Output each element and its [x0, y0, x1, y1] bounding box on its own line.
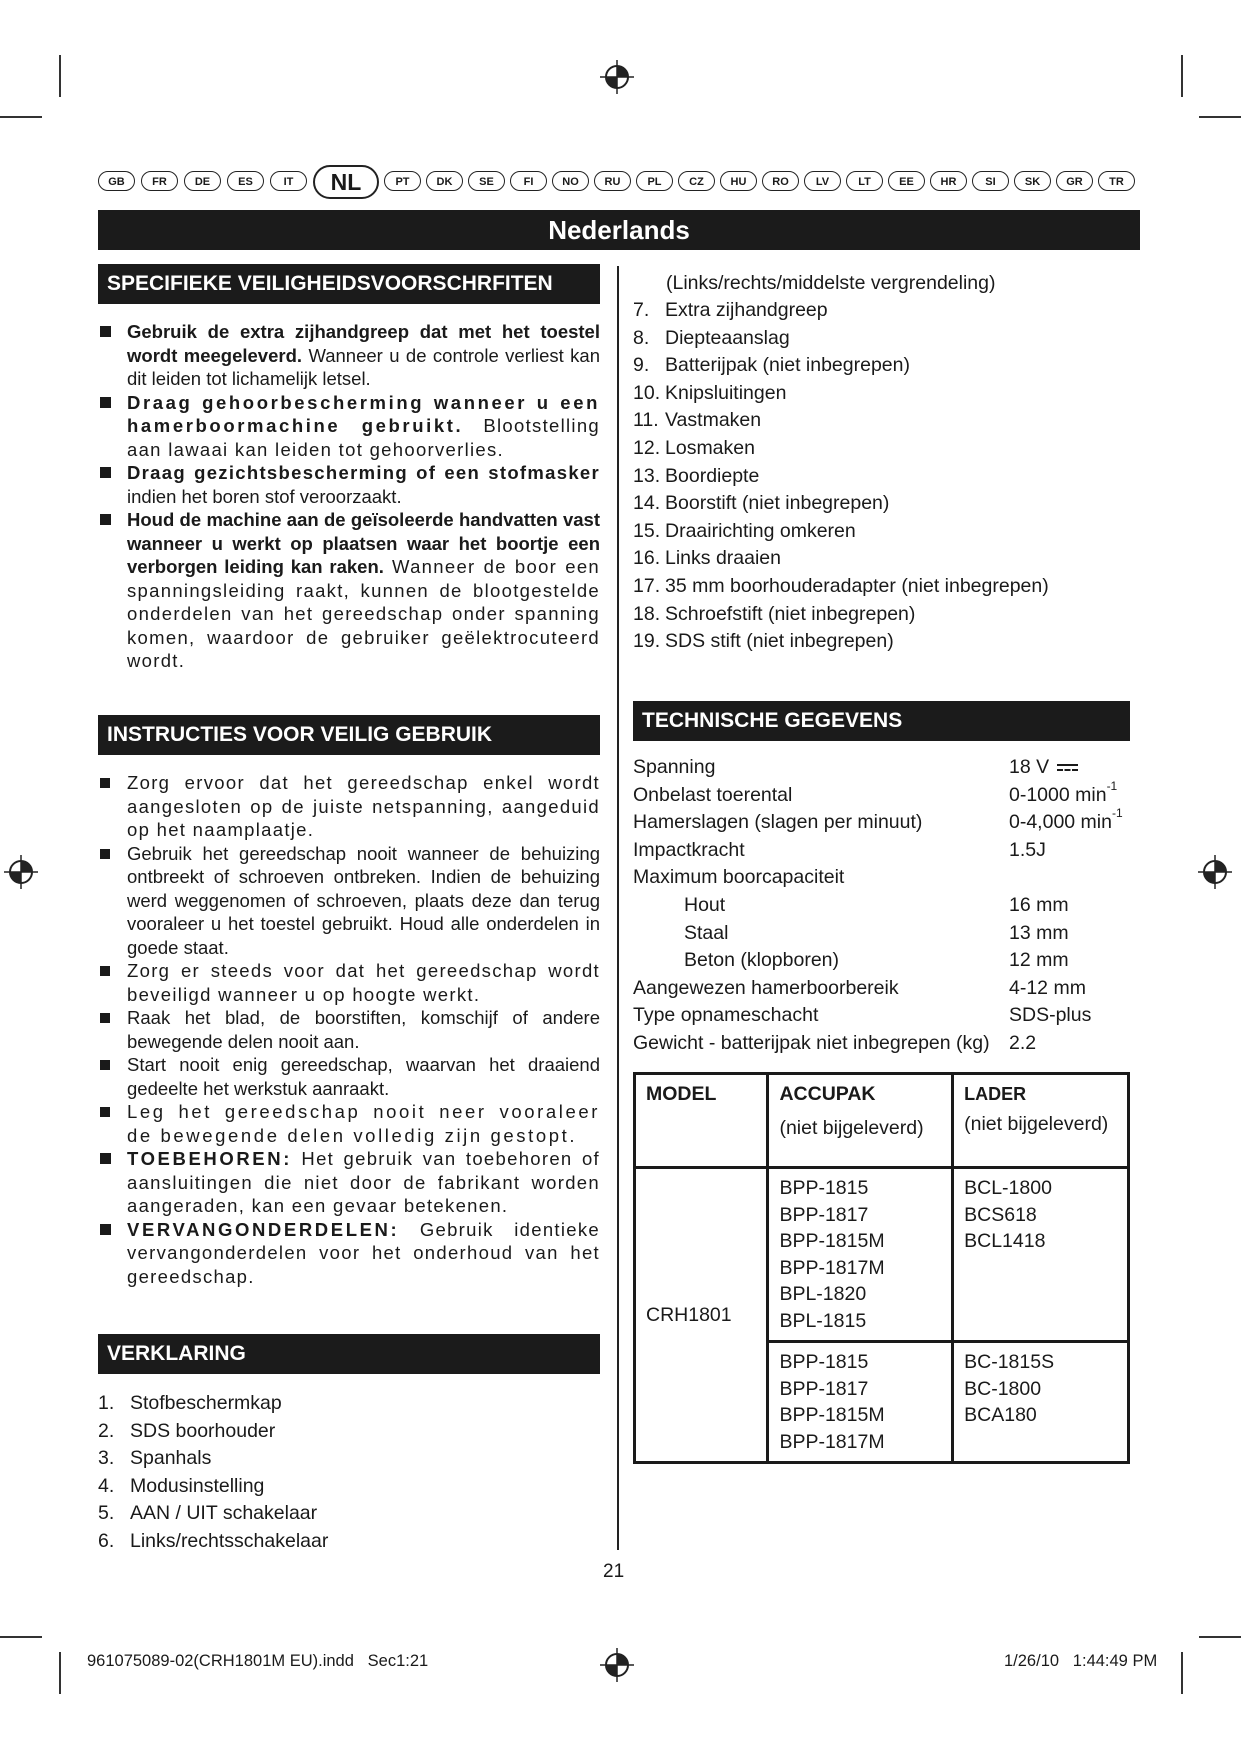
- safety-list: [98, 320, 600, 673]
- list-item: 15. Draairichting omkeren: [633, 519, 856, 542]
- chargers-cell: BC-1815S BC-1800 BCA180: [953, 1342, 1129, 1463]
- spec-row: Impactkracht 1.5J: [633, 838, 1046, 861]
- language-title: Nederlands: [98, 210, 1140, 250]
- lang-nl[interactable]: NL: [313, 165, 379, 199]
- list-item: 12. Losmaken: [633, 436, 755, 459]
- crop-mark-top-left-v: [59, 55, 61, 97]
- bullet-square-icon: [100, 1013, 110, 1023]
- lang-hu[interactable]: HU: [720, 171, 757, 191]
- list-item: 10. Knipsluitingen: [633, 381, 787, 404]
- lang-sk[interactable]: SK: [1014, 171, 1051, 191]
- bullet-square-icon: [100, 397, 111, 408]
- header-model: MODEL: [635, 1074, 768, 1168]
- bullet-square-icon: [100, 1107, 110, 1117]
- bullet-square-icon: [100, 849, 110, 859]
- list-item: 13. Boordiepte: [633, 464, 760, 487]
- list-item: VERVANGONDERDELEN: Gebruik identieke vervangonderdelen voor het onderhoud van het gereedschap.: [98, 1218, 600, 1289]
- list-item: 17. 35 mm boorhouderadapter (niet inbegrepen): [633, 574, 1049, 597]
- lang-si[interactable]: SI: [972, 171, 1009, 191]
- lang-fr[interactable]: FR: [141, 171, 178, 191]
- spec-row: Beton (klopboren) 12 mm: [684, 949, 1069, 972]
- bullet-square-icon: [100, 467, 111, 478]
- list-item: Gebruik het gereedschap nooit wanneer de behuizing ontbreekt of schroeven ontbreken. Indien de behuizing werd weggenomen of schroeven, plaats deze dan terug vooraleer u het toestel gebruikt. Houd alle onderdelen in goede staat.: [98, 842, 600, 960]
- list-item: 6. Links/rechtsschakelaar: [98, 1529, 329, 1552]
- table-header-row: [635, 1074, 1129, 1168]
- list-item: 19. SDS stift (niet inbegrepen): [633, 630, 894, 653]
- list-item: 1. Stofbeschermkap: [98, 1392, 282, 1414]
- bullet-square-icon: [100, 1153, 111, 1164]
- lang-it[interactable]: IT: [270, 171, 307, 191]
- list-item: Gebruik de extra zijhandgreep dat met het toestel wordt meegeleverd. Wanneer u de controle verliest kan dit leiden tot lichamelijk letsel.: [98, 320, 600, 391]
- spec-row: Staal 13 mm: [684, 921, 1069, 944]
- list-item: 8. Diepteaanslag: [633, 326, 790, 349]
- lang-tr[interactable]: TR: [1098, 171, 1135, 191]
- lang-no[interactable]: NO: [552, 171, 589, 191]
- lang-de[interactable]: DE: [184, 171, 221, 191]
- crop-mark-top-right-v: [1181, 55, 1183, 97]
- packs-cell: BPP-1815 BPP-1817 BPP-1815M BPP-1817M: [768, 1342, 953, 1463]
- legend-list: [98, 1390, 600, 1556]
- lang-fi[interactable]: FI: [510, 171, 547, 191]
- safety-heading: SPECIFIEKE VEILIGHEIDSVOORSCHRFITEN: [98, 264, 600, 304]
- crop-mark-bottom-right-v: [1181, 1652, 1183, 1694]
- lang-se[interactable]: SE: [468, 171, 505, 191]
- list-item: 14. Boorstift (niet inbegrepen): [633, 492, 890, 515]
- chargers-cell: BCL-1800 BCS618 BCL1418: [953, 1168, 1129, 1342]
- legend-heading: VERKLARING: [98, 1334, 600, 1374]
- list-item: 9. Batterijpak (niet inbegrepen): [633, 354, 910, 377]
- spec-row: Maximum boorcapaciteit: [633, 866, 845, 889]
- bullet-square-icon: [100, 966, 110, 976]
- bullet-square-icon: [100, 326, 111, 337]
- bullet-square-icon: [100, 1060, 110, 1070]
- footer-file: 961075089-02(CRH1801M EU).indd Sec1:21: [87, 1652, 429, 1670]
- legend-list-continued: [633, 297, 1133, 656]
- lang-lt[interactable]: LT: [846, 171, 883, 191]
- packs-cell: BPP-1815 BPP-1817 BPP-1815M BPP-1817M BPL-1820 BPL-1815: [768, 1168, 953, 1342]
- list-item: Draag gezichtsbescherming of een stofmasker indien het boren stof veroorzaakt.: [98, 461, 600, 508]
- bullet-square-icon: [100, 778, 110, 788]
- lang-gb[interactable]: GB: [98, 171, 135, 191]
- crop-mark-bottom-left-v: [59, 1652, 61, 1694]
- list-item: 3. Spanhals: [98, 1447, 212, 1470]
- spec-row: Onbelast toerental 0-1000 $\min^{-1}$: [633, 778, 1118, 806]
- header-lader: LADER (niet bijgeleverd): [953, 1074, 1129, 1168]
- list-item: Zorg ervoor dat het gereedschap enkel wordt aangesloten op de juiste netspanning, aangeduid op het naamplaatje.: [98, 771, 600, 842]
- language-bar: [98, 165, 1138, 199]
- spec-row: Type opnameschacht SDS-plus: [633, 1004, 1092, 1027]
- lang-pt[interactable]: PT: [384, 171, 421, 191]
- spec-row: Hout 16 mm: [684, 893, 1069, 916]
- list-item: 4. Modusinstelling: [98, 1474, 265, 1497]
- list-item: Raak het blad, de boorstiften, komschijf of andere bewegende delen nooit aan.: [98, 1006, 600, 1053]
- lang-lv[interactable]: LV: [804, 171, 841, 191]
- spec-row: Aangewezen hamerboorbereik 4-12 mm: [633, 976, 1086, 999]
- lang-dk[interactable]: DK: [426, 171, 463, 191]
- dc-current-icon: [1057, 763, 1078, 773]
- list-item: Houd de machine aan de geïsoleerde handvatten vast wanneer u werkt op plaatsen waar het boortje een verborgen leiding kan raken. Wanneer de boor een spanningsleiding raakt, kunnen de blootgestelde onderdelen van het gereedschap onder spanning komen, waardoor de gebruiker geëlektrocuteerd wordt.: [98, 508, 600, 673]
- lang-ru[interactable]: RU: [594, 171, 631, 191]
- spec-row: Hamerslagen (slagen per minuut) 0-4,000 $\min^{-1}$: [633, 806, 1123, 834]
- spec-row: Gewicht - batterijpak niet inbegrepen (kg) 2.2: [633, 1031, 1037, 1054]
- instructions-heading: INSTRUCTIES VOOR VEILIG GEBRUIK: [98, 715, 600, 755]
- list-item: TOEBEHOREN: Het gebruik van toebehoren of aansluitingen die niet door de fabrikant worden aangeraden, kan een gevaar betekenen.: [98, 1147, 600, 1218]
- models-table: [633, 1072, 1130, 1464]
- footer-date: 1/26/10 1:44:49 PM: [1004, 1652, 1158, 1670]
- bullet-square-icon: [100, 1224, 111, 1235]
- crop-mark-bottom-right-h: [1199, 1636, 1241, 1638]
- lang-cz[interactable]: CZ: [678, 171, 715, 191]
- list-item: 7. Extra zijhandgreep: [633, 299, 828, 321]
- lang-hr[interactable]: HR: [930, 171, 967, 191]
- list-item: Leg het gereedschap nooit neer vooraleer de bewegende delen volledig zijn gestopt.: [98, 1100, 600, 1147]
- crop-mark-top-right-h: [1199, 116, 1241, 118]
- registration-mark-icon: [4, 855, 38, 889]
- registration-mark-icon: [600, 60, 634, 94]
- lang-gr[interactable]: GR: [1056, 171, 1093, 191]
- model-cell: CRH1801: [635, 1168, 768, 1463]
- page-number: 21: [603, 1561, 625, 1582]
- list-item: 11. Vastmaken: [633, 409, 762, 432]
- crop-mark-top-left-h: [0, 116, 42, 118]
- lang-ro[interactable]: RO: [762, 171, 799, 191]
- registration-mark-icon: [1198, 855, 1232, 889]
- instructions-list: [98, 771, 600, 1288]
- list-item: 16. Links draaien: [633, 547, 781, 570]
- list-item: 18. Schroefstift (niet inbegrepen): [633, 602, 916, 625]
- crop-mark-bottom-left-h: [0, 1636, 42, 1638]
- column-divider: [617, 266, 619, 1550]
- technical-specs: [633, 754, 1133, 1058]
- table-row: [635, 1168, 1129, 1342]
- technical-heading: TECHNISCHE GEGEVENS: [633, 701, 1130, 741]
- bullet-square-icon: [100, 514, 111, 525]
- legend-continuation: (Links/rechts/middelste vergrendeling): [666, 272, 996, 294]
- spec-row: Spanning 18 V: [633, 754, 1133, 782]
- list-item: 2. SDS boorhouder: [98, 1419, 276, 1442]
- lang-ee[interactable]: EE: [888, 171, 925, 191]
- registration-mark-icon: [600, 1648, 634, 1682]
- list-item: Start nooit enig gereedschap, waarvan het draaiend gedeelte het werkstuk aanraakt.: [98, 1053, 600, 1100]
- list-item: Zorg er steeds voor dat het gereedschap wordt beveiligd wanneer u op hoogte werkt.: [98, 959, 600, 1006]
- header-accupak: ACCUPAK (niet bijgeleverd): [768, 1074, 953, 1168]
- lang-pl[interactable]: PL: [636, 171, 673, 191]
- list-item: Draag gehoorbescherming wanneer u een hamerboormachine gebruikt. Blootstelling aan lawaai kan leiden tot gehoorverlies.: [98, 391, 600, 462]
- list-item: 5. AAN / UIT schakelaar: [98, 1502, 318, 1525]
- lang-es[interactable]: ES: [227, 171, 264, 191]
